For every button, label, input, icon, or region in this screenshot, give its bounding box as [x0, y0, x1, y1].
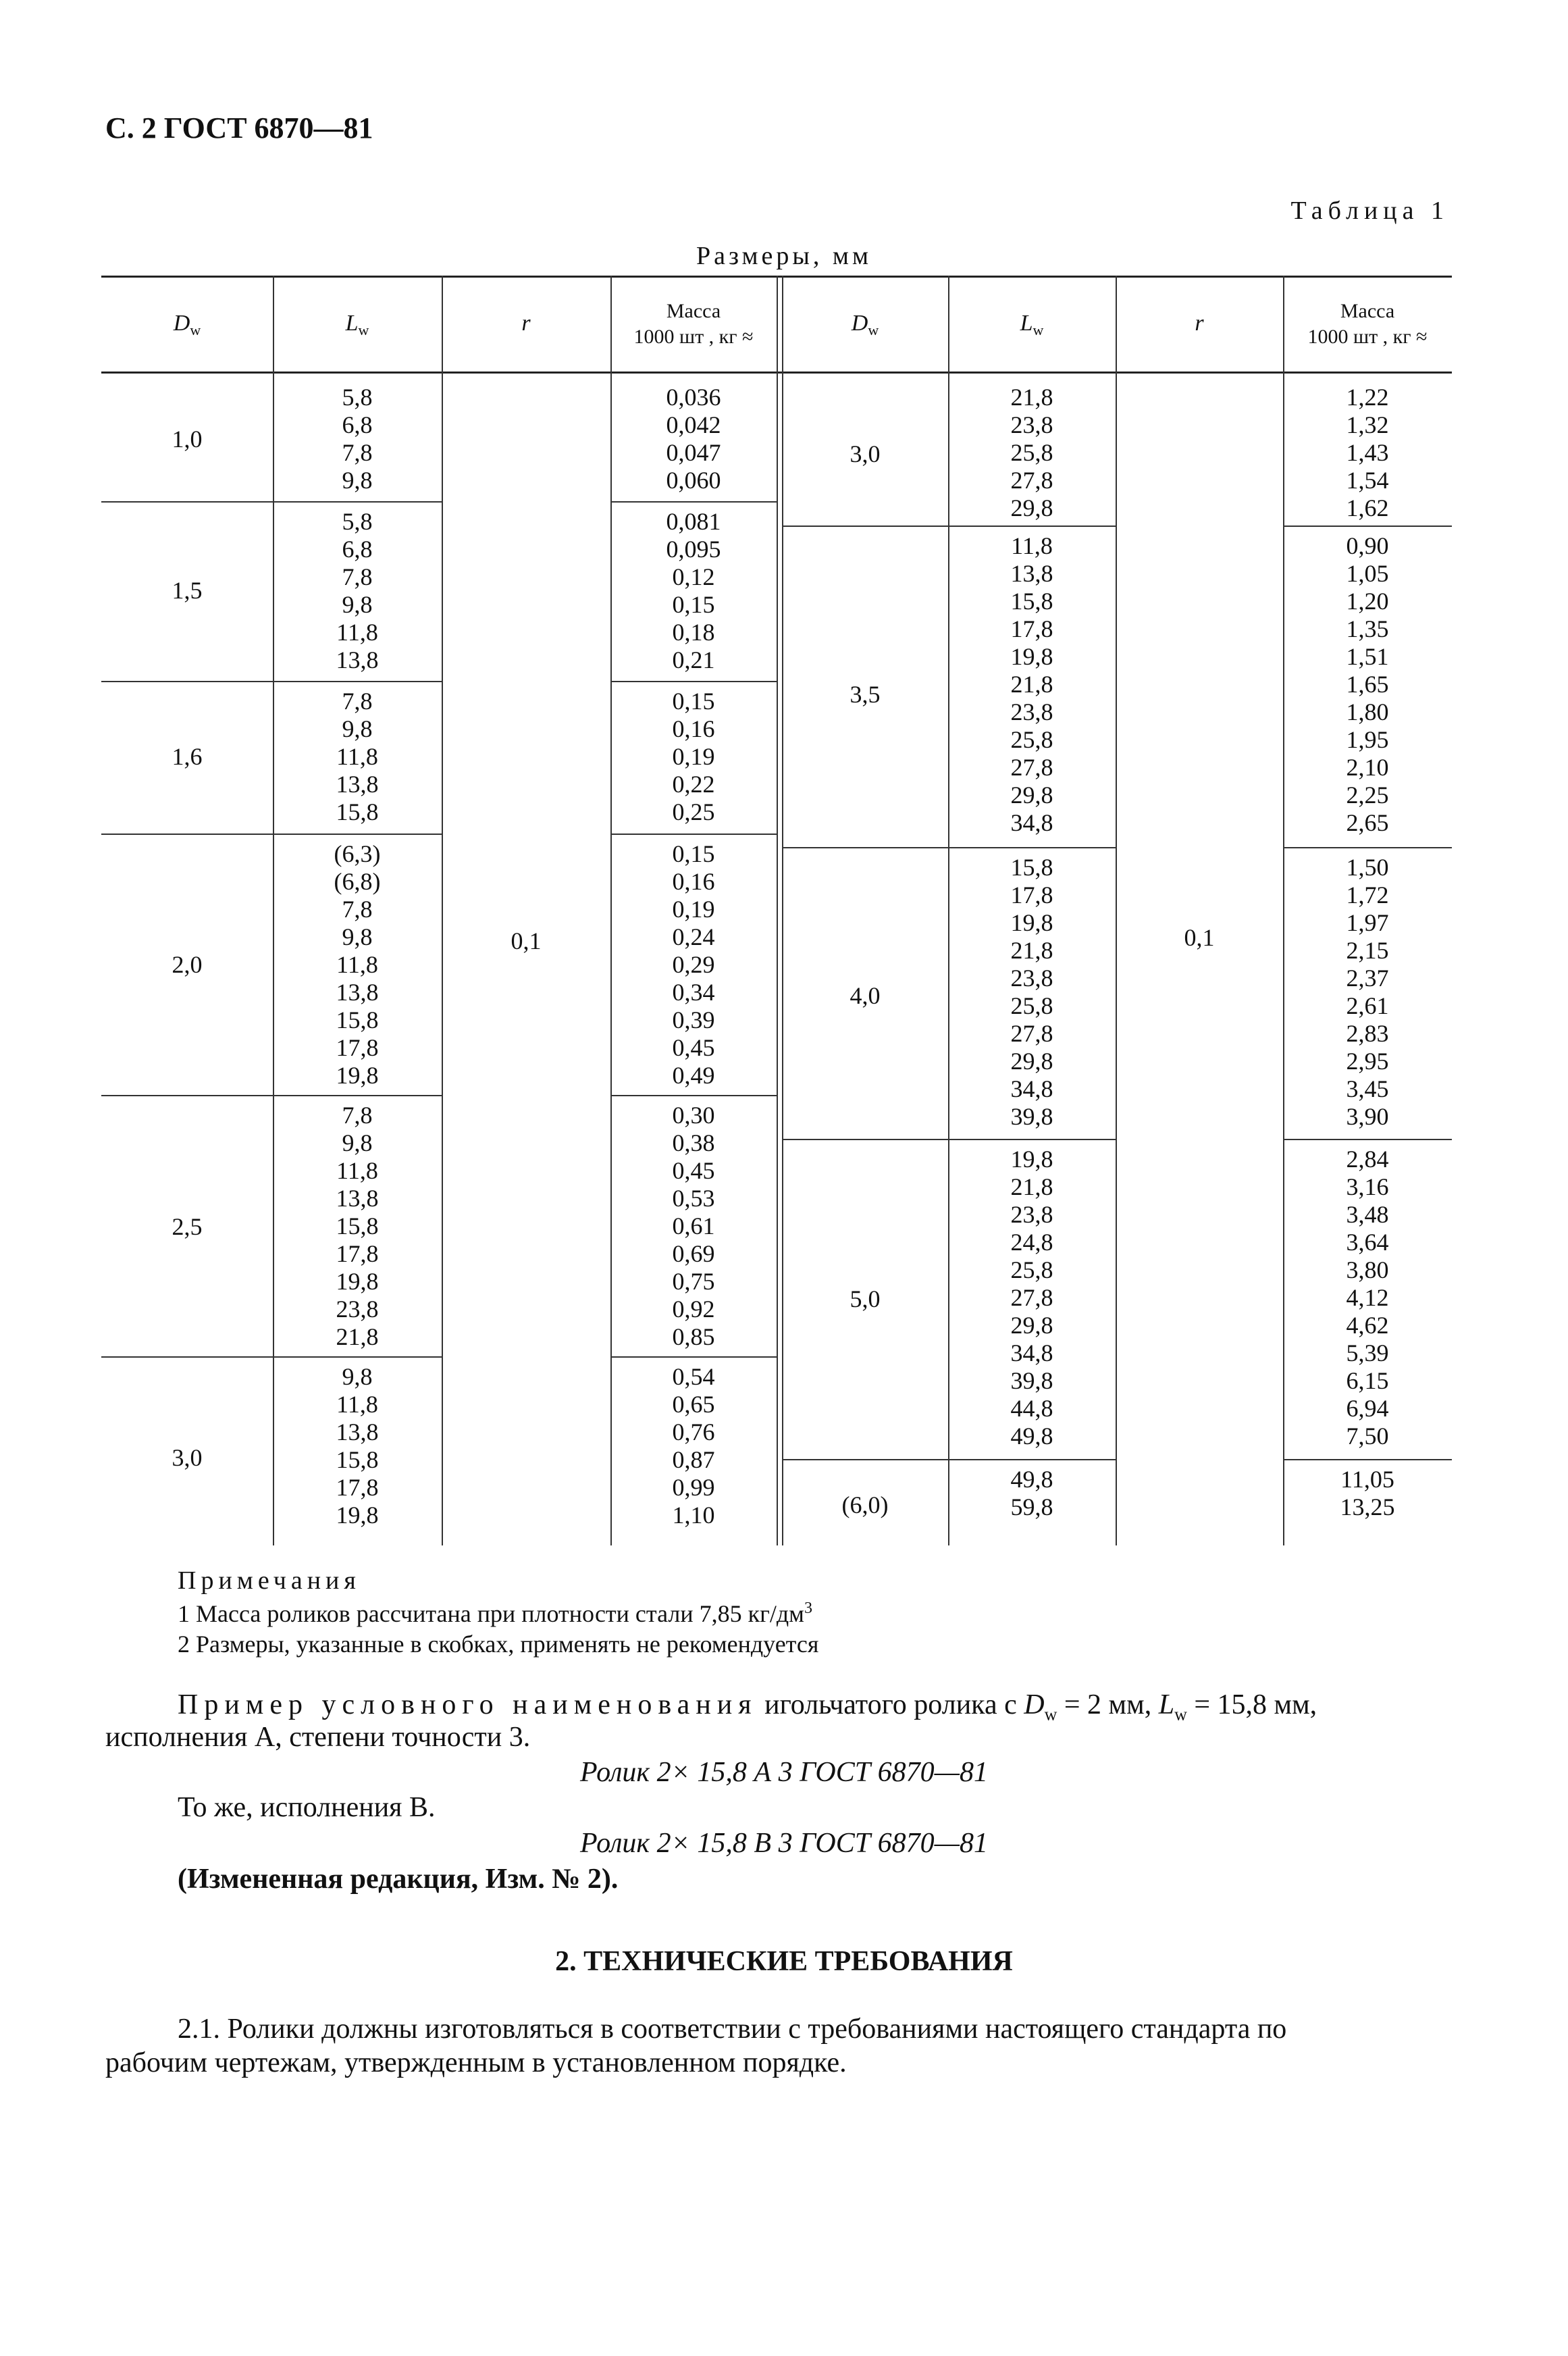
notes-title: Примечания — [178, 1566, 361, 1595]
group-rule — [610, 501, 777, 503]
lw-values: 15,8 17,8 19,8 21,8 23,8 25,8 27,8 29,8 34,8 39,8 — [1010, 854, 1053, 1130]
mass-values: 0,081 0,095 0,12 0,15 0,18 0,21 — [666, 508, 721, 673]
mass-values: 0,15 0,16 0,19 0,24 0,29 0,34 0,39 0,45 0,49 — [672, 840, 715, 1089]
dw-value: 1,0 — [172, 426, 203, 453]
group-rule — [1283, 1139, 1452, 1140]
group-rule — [101, 834, 442, 835]
section-paragraph-line-2: рабочим чертежам, утвержденным в установленном порядке. — [105, 2047, 847, 2078]
dw-value: 3,0 — [172, 1444, 203, 1471]
header-mass: Масса 1000 шт , кг ≈ — [633, 300, 754, 348]
header-dw: $D_w$ — [851, 311, 879, 338]
mass-values: 0,90 1,05 1,20 1,35 1,51 1,65 1,80 1,95 2,10 2,25 2,65 — [1346, 532, 1389, 836]
group-rule — [101, 501, 442, 503]
r-value: 0,1 — [1184, 924, 1215, 951]
dw-value: 1,6 — [172, 743, 203, 770]
header-r: r — [521, 311, 531, 336]
lw-values: 7,8 9,8 11,8 13,8 15,8 — [336, 688, 379, 825]
group-rule — [610, 681, 777, 682]
dw-value: 2,0 — [172, 951, 203, 978]
page-header: С. 2 ГОСТ 6870—81 — [105, 111, 373, 145]
group-rule — [782, 847, 1116, 848]
group-rule — [1283, 1459, 1452, 1460]
group-rule — [610, 1095, 777, 1096]
lw-values: 11,8 13,8 15,8 17,8 19,8 21,8 23,8 25,8 27,8 29,8 34,8 — [1010, 532, 1053, 836]
example-line-2: исполнения А, степени точности 3. — [105, 1722, 531, 1753]
mass-values: 1,50 1,72 1,97 2,15 2,37 2,61 2,83 2,95 3,45 3,90 — [1346, 854, 1389, 1130]
example-line-1: Пример условного наименования игольчатого ролика с $D_w = 2$ мм, $L_w = 15,8$ мм, — [178, 1689, 1317, 1724]
section-paragraph-line-1: 2.1. Ролики должны изготовляться в соответствии с требованиями настоящего стандарта по — [178, 2014, 1287, 2045]
group-rule — [782, 526, 1116, 527]
group-rule — [101, 1095, 442, 1096]
group-rule — [1283, 847, 1452, 848]
r-value: 0,1 — [511, 927, 542, 954]
group-rule — [782, 1139, 1116, 1140]
mass-values: 11,05 13,25 — [1340, 1466, 1395, 1520]
lw-values: 9,8 11,8 13,8 15,8 17,8 19,8 — [336, 1363, 379, 1529]
dimensions-table — [101, 276, 1452, 1545]
mass-values: 2,84 3,16 3,48 3,64 3,80 4,12 4,62 5,39 6,15 6,94 7,50 — [1346, 1146, 1389, 1450]
col-rule — [442, 276, 443, 1545]
header-lw: $L_w$ — [1020, 311, 1044, 338]
mass-values: 0,15 0,16 0,19 0,22 0,25 — [672, 688, 715, 825]
dw-value: 1,5 — [172, 577, 203, 604]
dw-value: 4,0 — [850, 982, 881, 1009]
header-r: r — [1195, 311, 1204, 336]
lw-values: 5,8 6,8 7,8 9,8 11,8 13,8 — [336, 508, 379, 673]
dw-value: (6,0) — [841, 1491, 889, 1518]
group-rule — [782, 1459, 1116, 1460]
mass-values: 1,22 1,32 1,43 1,54 1,62 — [1346, 384, 1389, 521]
same-execution-b: То же, исполнения В. — [178, 1792, 436, 1823]
col-rule — [777, 276, 778, 1545]
dw-value: 2,5 — [172, 1213, 203, 1240]
lw-values: 7,8 9,8 11,8 13,8 15,8 17,8 19,8 23,8 21,8 — [336, 1102, 379, 1350]
dw-value: 3,0 — [850, 440, 881, 467]
header-dw: $D_w$ — [173, 311, 201, 338]
group-rule — [101, 681, 442, 682]
lw-values: 5,8 6,8 7,8 9,8 — [342, 384, 373, 494]
lw-values: 49,8 59,8 — [1010, 1466, 1053, 1520]
dw-value: 3,5 — [850, 681, 881, 708]
amendment-note: (Измененная редакция, Изм. № 2). — [178, 1864, 619, 1895]
header-lw: $L_w$ — [345, 311, 369, 338]
note-2: 2 Размеры, указанные в скобках, применять не рекомендуется — [178, 1631, 819, 1658]
group-rule — [101, 1356, 442, 1358]
lw-values: 19,8 21,8 23,8 24,8 25,8 27,8 29,8 34,8 39,8 44,8 49,8 — [1010, 1146, 1053, 1450]
header-mass: Масса 1000 шт , кг ≈ — [1307, 300, 1428, 348]
table-number: Таблица 1 — [1290, 197, 1449, 225]
mass-values: 0,30 0,38 0,45 0,53 0,61 0,69 0,75 0,92 0,85 — [672, 1102, 715, 1350]
mass-values: 0,036 0,042 0,047 0,060 — [666, 384, 721, 494]
group-rule — [610, 834, 777, 835]
note-1: 1 Масса роликов рассчитана при плотности стали 7,85 $кг/дм^3$ — [178, 1599, 812, 1627]
section-title: 2. ТЕХНИЧЕСКИЕ ТРЕБОВАНИЯ — [555, 1946, 1013, 1977]
designation-b: Ролик 2× 15,8 В 3 ГОСТ 6870—81 — [580, 1828, 988, 1859]
mass-values: 0,54 0,65 0,76 0,87 0,99 1,10 — [672, 1363, 715, 1529]
dimensions-caption: Размеры, мм — [696, 242, 872, 270]
group-rule — [1283, 526, 1452, 527]
lw-values: 21,8 23,8 25,8 27,8 29,8 — [1010, 384, 1053, 521]
dw-value: 5,0 — [850, 1285, 881, 1312]
lw-values: (6,3) (6,8) 7,8 9,8 11,8 13,8 15,8 17,8 19,8 — [334, 840, 381, 1089]
group-rule — [610, 1356, 777, 1358]
col-rule — [1116, 276, 1117, 1545]
designation-a: Ролик 2× 15,8 А 3 ГОСТ 6870—81 — [580, 1757, 988, 1788]
